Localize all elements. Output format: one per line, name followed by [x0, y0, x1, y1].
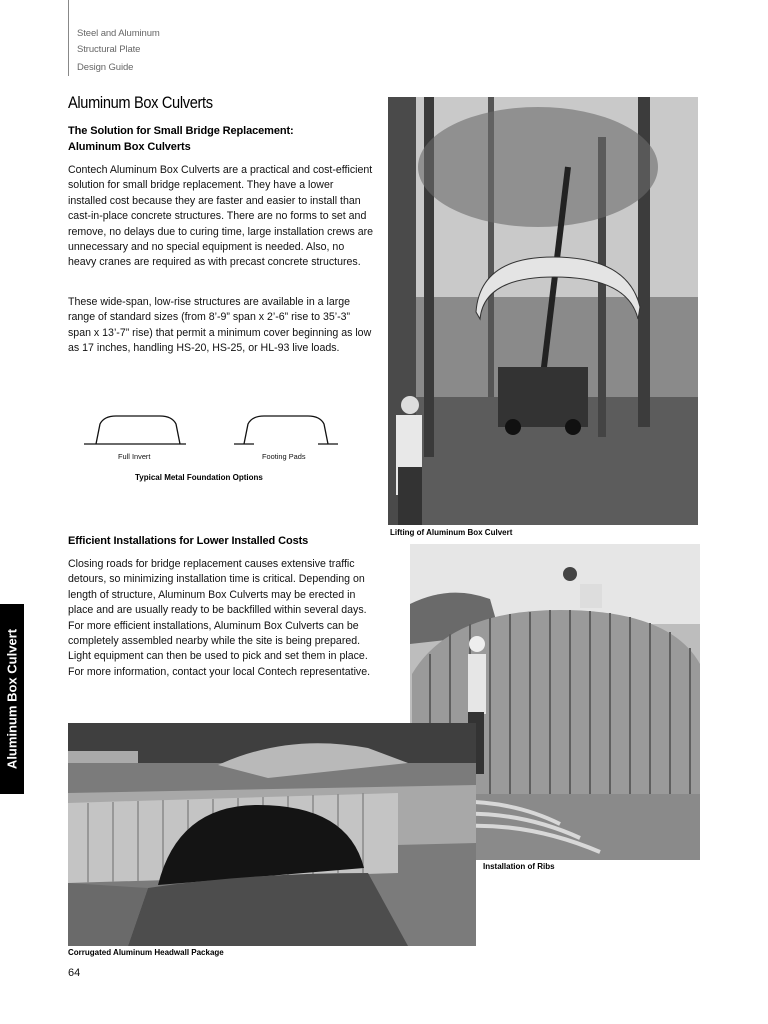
header-rule	[68, 0, 69, 76]
footing-pads-shape	[234, 416, 338, 444]
foundation-options-diagram	[82, 410, 342, 450]
paragraph-text: Contech Aluminum Box Culverts are a practical and cost-efficient solution for small bridge replacement. They have a lower installed cost because they are faster and easier to install than cast-in-place concrete structures. There are no forms to set and remove, no delays due to curing time, large installation crews are unnecessary and no special equipment is needed. Also, no heavy cranes are required as with precast concrete structures.	[68, 164, 374, 269]
paragraph-text: These wide-span, low-rise structures are available in a large range of standard sizes (from 8’-9” span x 2’-6” rise to 35’-3” span x 13’-7” rise) that permit a minimum cover beginning as low as 17 inches, handling HS-20, HS-25, or HL-93 live loads.	[68, 296, 372, 355]
side-tab	[0, 604, 24, 794]
page-number: 64	[68, 967, 81, 979]
ribs-caption: Installation of Ribs	[483, 862, 555, 871]
paragraph-text: Closing roads for bridge replacement causes extensive traffic detours, so minimizing installation time is critical. Depending on length of structure, Aluminum Box Culverts may be erected in place and are usually ready to be backfilled within several days. For more efficient installations, Aluminum Box Culverts can be completely assembled nearby while the site is being prepared. Light equipment can then be used to pick and set them in place. For more information, contact your local Contech representative.	[68, 558, 371, 678]
headwall-photo	[68, 723, 476, 946]
header-line-3: Design Guide	[77, 62, 134, 73]
header-line-1: Steel and Aluminum	[77, 28, 160, 39]
footing-pads-label: Footing Pads	[262, 452, 306, 461]
full-invert-shape	[84, 416, 186, 444]
page-title: Aluminum Box Culverts	[68, 93, 213, 112]
section1-paragraph2	[68, 295, 373, 357]
header-line-2: Structural Plate	[77, 44, 141, 55]
lifting-caption: Lifting of Aluminum Box Culvert	[390, 528, 513, 537]
figure-caption: Typical Metal Foundation Options	[135, 473, 263, 482]
section1-heading-line1: The Solution for Small Bridge Replacement:	[68, 125, 294, 137]
section2-paragraph	[68, 557, 373, 680]
headwall-caption: Corrugated Aluminum Headwall Package	[68, 948, 224, 957]
full-invert-label: Full Invert	[118, 452, 151, 461]
lifting-photo	[388, 97, 698, 525]
section2-heading: Efficient Installations for Lower Installed Costs	[68, 535, 309, 547]
section1-paragraph1	[68, 163, 373, 271]
side-tab-label: Aluminum Box Culvert	[4, 628, 20, 770]
section1-heading-line2: Aluminum Box Culverts	[68, 141, 191, 153]
